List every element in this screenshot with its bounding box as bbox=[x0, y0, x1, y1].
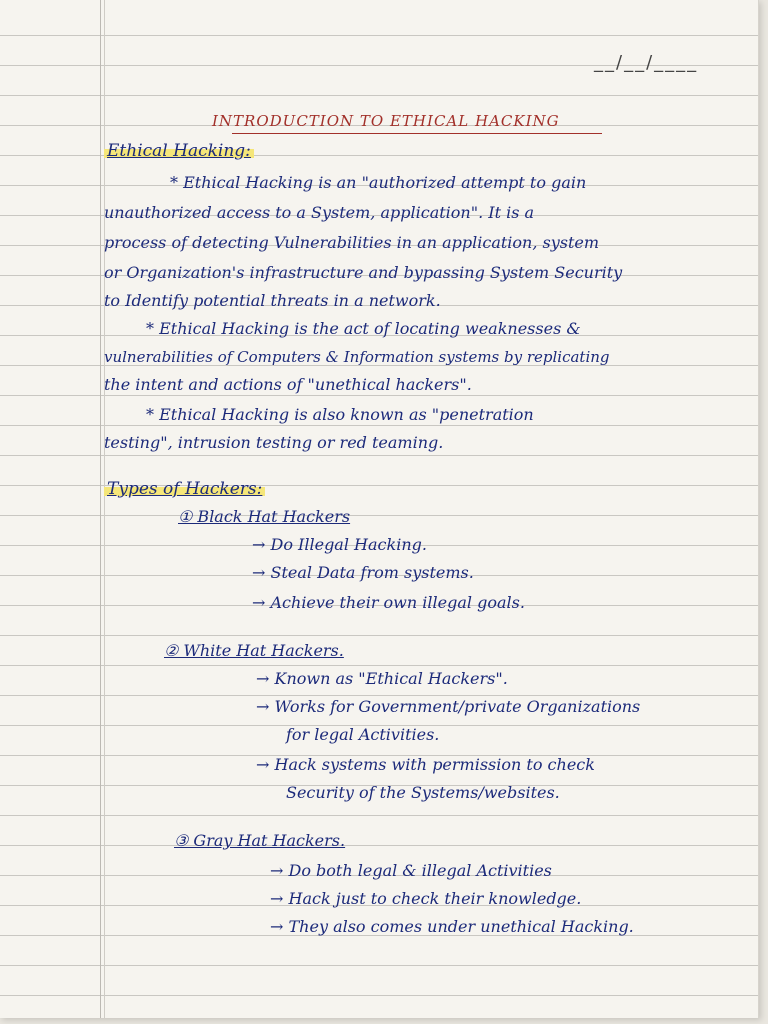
list-item: → Do both legal & illegal Activities bbox=[270, 861, 552, 880]
text-line: * Ethical Hacking is also known as "penetration bbox=[146, 405, 534, 424]
text-line: the intent and actions of "unethical hackers". bbox=[104, 375, 472, 394]
list-item: → Hack systems with permission to check bbox=[256, 755, 595, 774]
subheading-gray-hat: ③ Gray Hat Hackers. bbox=[174, 831, 346, 850]
text-line: unauthorized access to a System, application". It is a bbox=[104, 203, 535, 222]
list-item: for legal Activities. bbox=[286, 725, 440, 744]
list-item: → Known as "Ethical Hackers". bbox=[256, 669, 508, 688]
list-item: → Achieve their own illegal goals. bbox=[252, 593, 525, 612]
subheading-white-hat: ② White Hat Hackers. bbox=[164, 641, 344, 660]
text-line: * Ethical Hacking is an "authorized attempt to gain bbox=[170, 173, 587, 192]
text-line: to Identify potential threats in a network. bbox=[104, 291, 441, 310]
title-underline bbox=[232, 133, 602, 134]
heading-text: Ethical Hacking: bbox=[104, 141, 254, 161]
date-field: __/__/____ bbox=[594, 52, 699, 73]
list-item: Security of the Systems/websites. bbox=[286, 783, 560, 802]
heading-text: Types of Hackers: bbox=[104, 479, 265, 499]
text-line: vulnerabilities of Computers & Information systems by replicating bbox=[104, 348, 610, 366]
margin-line bbox=[100, 0, 101, 1018]
text-line: * Ethical Hacking is the act of locating weaknesses & bbox=[146, 319, 581, 338]
section-heading-ethical-hacking bbox=[104, 140, 254, 162]
list-item: → Hack just to check their knowledge. bbox=[270, 889, 582, 908]
subheading-black-hat: ① Black Hat Hackers bbox=[178, 507, 351, 526]
page-title: INTRODUCTION TO ETHICAL HACKING bbox=[212, 112, 560, 130]
list-item: → They also comes under unethical Hacking. bbox=[270, 917, 634, 936]
list-item: → Works for Government/private Organizations bbox=[256, 697, 641, 716]
text-line: process of detecting Vulnerabilities in an application, system bbox=[104, 233, 600, 252]
list-item: → Steal Data from systems. bbox=[252, 563, 474, 582]
text-line: testing", intrusion testing or red teaming. bbox=[104, 433, 444, 452]
section-heading-types-of-hackers bbox=[104, 478, 265, 500]
list-item: → Do Illegal Hacking. bbox=[252, 535, 427, 554]
text-line: or Organization's infrastructure and bypassing System Security bbox=[104, 263, 623, 282]
